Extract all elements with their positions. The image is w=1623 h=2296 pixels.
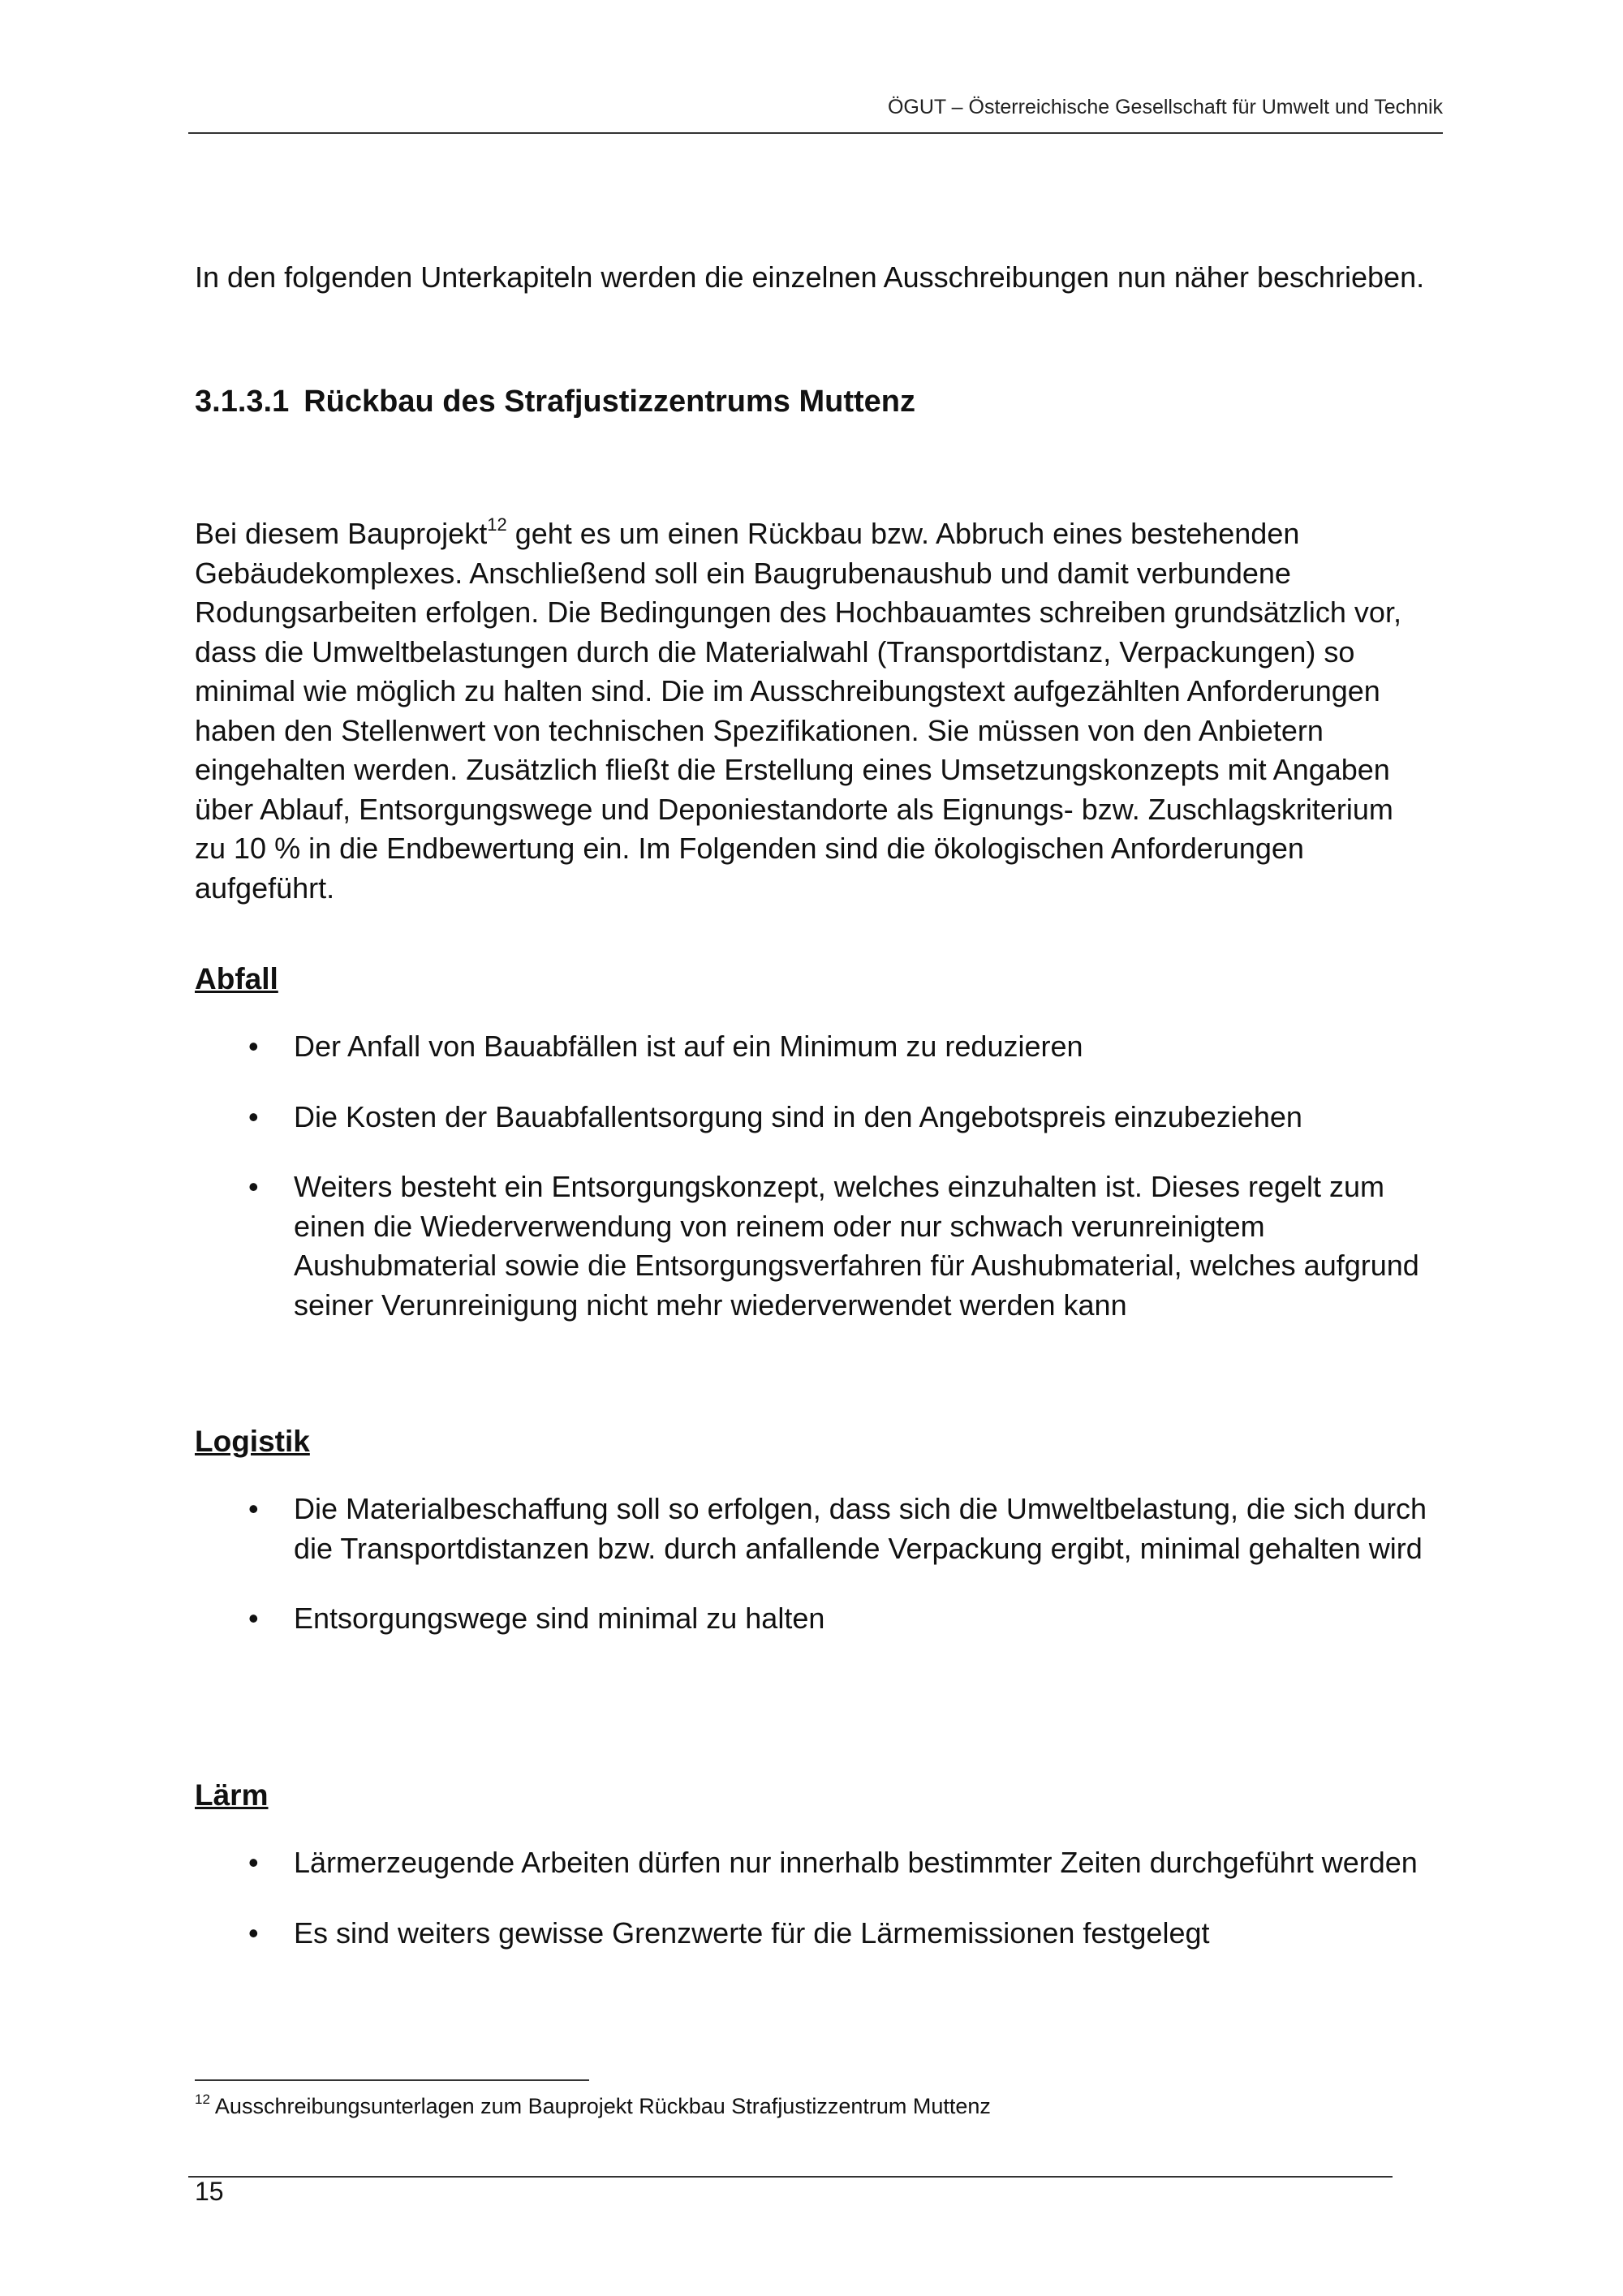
bullet-list-laerm	[195, 1843, 1428, 1953]
footer-divider	[188, 2176, 1393, 2178]
footnote-text: Ausschreibungsunterlagen zum Bauprojekt Rückbau Strafjustizzentrum Muttenz	[214, 2094, 991, 2118]
list-item	[195, 1027, 1428, 1067]
subheading-logistik: Logistik	[195, 1425, 310, 1458]
section-title: Rückbau des Strafjustizzentrums Muttenz	[304, 385, 915, 419]
bullet-icon: •	[248, 1030, 259, 1063]
section-number: 3.1.3.1	[195, 385, 290, 419]
bullet-list-abfall	[195, 1027, 1428, 1325]
list-item	[195, 1490, 1428, 1568]
list-item	[195, 1599, 1428, 1639]
bullet-list-logistik	[195, 1490, 1428, 1639]
intro-paragraph: In den folgenden Unterkapiteln werden die einzelnen Ausschreibungen nun näher beschrieben.	[195, 260, 1425, 294]
bullet-icon: •	[248, 1915, 259, 1950]
list-item	[195, 1914, 1428, 1954]
list-item-text: Es sind weiters gewisse Grenzwerte für die Lärmemissionen festgelegt	[294, 1915, 1210, 1950]
section-heading	[195, 385, 915, 419]
list-item	[195, 1843, 1428, 1883]
footnote-number: 12	[195, 2092, 210, 2107]
footnote-reference: 12	[487, 514, 507, 535]
list-item-text: Die Materialbeschaffung soll so erfolgen, dass sich die Umweltbelastung, die sich durch die Transportdistanzen bzw. durch anfallende Verpackung ergibt, minimal gehalten wird	[294, 1492, 1427, 1565]
bullet-icon: •	[248, 1492, 259, 1525]
bullet-icon: •	[248, 1170, 259, 1203]
bullet-icon: •	[248, 1602, 259, 1635]
body-paragraph	[195, 514, 1428, 908]
list-item	[195, 1167, 1428, 1325]
page-number: 15	[195, 2177, 224, 2206]
list-item-text: Entsorgungswege sind minimal zu halten	[294, 1602, 825, 1635]
paragraph-text-start: Bei diesem Bauprojekt	[195, 517, 488, 550]
footnote-divider	[195, 2079, 589, 2081]
footnote	[195, 2092, 1428, 2121]
list-item-text: Der Anfall von Bauabfällen ist auf ein Minimum zu reduzieren	[294, 1030, 1083, 1063]
page-header-title: ÖGUT – Österreichische Gesellschaft für Umwelt und Technik	[887, 96, 1443, 118]
subheading-laerm: Lärm	[195, 1778, 269, 1812]
bullet-icon: •	[248, 1099, 259, 1133]
list-item-text: Weiters besteht ein Entsorgungskonzept, welches einzuhalten ist. Dieses regelt zum einen die Wiederverwendung von reinem oder nur schwach verunreinigtem Aushubmaterial sowie die Entsorgungsverfahren für Aushubmaterial, welches aufgrund seiner Verunreinigung nicht mehr wiederverwendet werden kann	[294, 1170, 1419, 1322]
subheading-abfall: Abfall	[195, 962, 278, 995]
bullet-icon: •	[248, 1846, 259, 1879]
list-item	[195, 1098, 1428, 1137]
header-divider	[188, 132, 1443, 134]
list-item-text: Lärmerzeugende Arbeiten dürfen nur innerhalb bestimmter Zeiten durchgeführt werden	[294, 1846, 1418, 1879]
list-item-text: Die Kosten der Bauabfallentsorgung sind in den Angebotspreis einzubeziehen	[294, 1099, 1302, 1133]
paragraph-text-rest: geht es um einen Rückbau bzw. Abbruch eines bestehenden Gebäudekomplexes. Anschließend soll ein Baugrubenaushub und damit verbundene Rodungsarbeiten erfolgen. Die Bedingungen des Hochbauamtes schreiben grundsätzlich vor, dass die Umweltbelastungen durch die Materialwahl (Transportdistanz, Verpackungen) so minimal wie möglich zu halten sind. Die im Ausschreibungstext aufgezählten Anforderungen haben den Stellenwert von technischen Spezifikationen. Sie müssen von den Anbietern eingehalten werden. Zusätzlich fließt die Erstellung eines Umsetzungskonzepts mit Angaben über Ablauf, Entsorgungswege und Deponiestandorte als Eignungs- bzw. Zuschlagskriterium zu 10 % in die Endbewertung ein. Im Folgenden sind die ökologischen Anforderungen aufgeführt.	[195, 517, 1401, 905]
